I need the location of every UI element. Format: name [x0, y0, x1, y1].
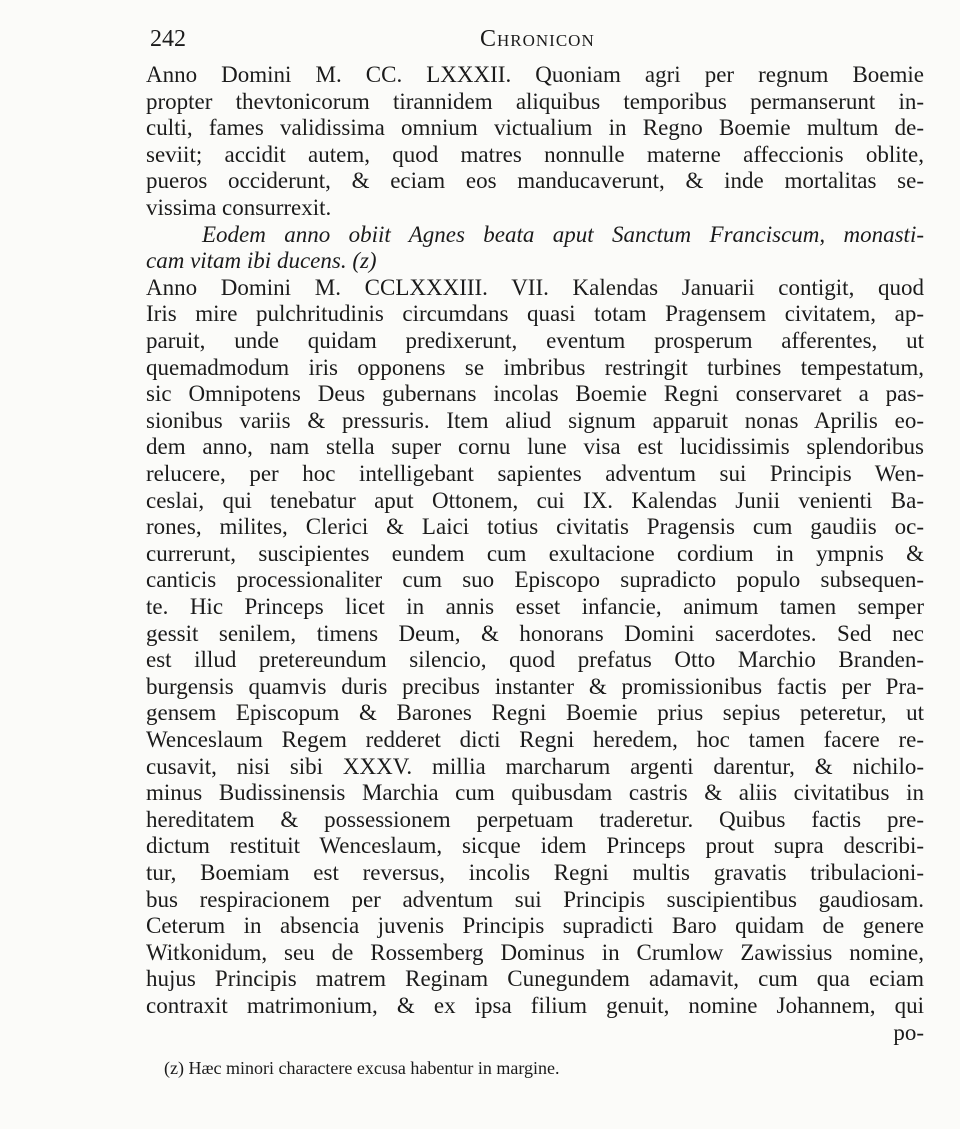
text-line-italic-note	[146, 246, 924, 276]
text-line: bus respiracionem per adventum sui Principis suscipientibus gaudiosam.	[146, 886, 924, 912]
footnote: (z) Hæc minori charactere excusa habentur in margine.	[164, 1058, 560, 1078]
text-line: Iris mire pulchritudinis circumdans quasi totam Pragensem civitatem, ap-	[146, 301, 924, 327]
italic-text: Eodem anno obiit Agnes beata aput Sanctum Franciscum, monasti-	[202, 221, 924, 247]
text-line: pueros occiderunt, & eciam eos manducaverunt, & inde mortalitas se-	[146, 168, 924, 194]
text-line: rones, milites, Clerici & Laici totius civitatis Pragensis cum gaudiis oc-	[146, 514, 924, 540]
text-line: Wenceslaum Regem redderet dicti Regni heredem, hoc tamen facere re-	[146, 727, 924, 752]
text-line: propter thevtonicorum tirannidem aliquibus temporibus permanserunt in-	[146, 88, 924, 114]
text-line: canticis processionaliter cum suo Episcopo supradicto populo subsequen-	[146, 567, 924, 593]
text-line: culti, fames validissima omnium victualium in Regno Boemie multum de-	[146, 115, 924, 141]
text-line: hujus Principis matrem Reginam Cunegundem adamavit, cum qua eciam	[146, 966, 924, 992]
text-line: contraxit matrimonium, & ex ipsa filium genuit, nomine Johannem, qui	[146, 993, 924, 1018]
text-line: seviit; accidit autem, quod matres nonnulle materne affeccionis oblite,	[146, 141, 924, 167]
text-line: te. Hic Princeps licet in annis esset infancie, animum tamen semper	[146, 594, 924, 619]
text-line: gessit senilem, timens Deum, & honorans Domini sacerdotes. Sed nec	[146, 620, 924, 646]
text-line: Witkonidum, seu de Rossemberg Dominus in Crumlow Zawissius nomine,	[146, 939, 924, 965]
text-line: hereditatem & possessionem perpetuam traderetur. Quibus factis pre-	[146, 806, 924, 832]
text-line: sic Omnipotens Deus gubernans incolas Boemie Regni conservaret a pas-	[146, 381, 924, 407]
text-line: relucere, per hoc intelligebant sapientes adventum sui Principis Wen-	[146, 461, 924, 486]
page-number: 242	[150, 26, 186, 52]
text-line: tur, Boemiam est reversus, incolis Regni multis gravatis tribulacioni-	[146, 860, 924, 885]
text-line: Anno Domini M. CCLXXXIII. VII. Kalendas Januarii contigit, quod	[146, 274, 924, 300]
text-line: currerunt, suscipientes eundem cum exultacione cordium in ympnis &	[146, 540, 924, 566]
page-header	[150, 26, 910, 60]
text-line: sionibus variis & pressuris. Item aliud signum apparuit nonas Aprilis eo-	[146, 407, 924, 433]
italic-text: cam vitam ibi ducens. (z)	[146, 248, 377, 274]
text-line: gensem Episcopum & Barones Regni Boemie prius sepius peteretur, ut	[146, 700, 924, 726]
text-line: cusavit, nisi sibi XXXV. millia marcharum argenti darentur, & nichilo-	[146, 753, 924, 779]
text-line: Ceterum in absencia juvenis Principis supradicti Baro quidam de genere	[146, 913, 924, 939]
running-head: Chronicon	[480, 26, 595, 52]
text-line: Anno Domini M. CC. LXXXII. Quoniam agri per regnum Boemie	[146, 62, 924, 87]
catchword: po-	[893, 1019, 924, 1045]
text-line: vissima consurrexit.	[146, 195, 332, 220]
text-line: est illud pretereundum silencio, quod prefatus Otto Marchio Branden-	[146, 647, 924, 673]
text-line-italic-note	[146, 220, 924, 250]
text-line: dictum restituit Wenceslaum, sicque idem Princeps prout supra describi-	[146, 833, 924, 859]
text-line: quemadmodum iris opponens se imbribus restringit turbines tempestatum,	[146, 354, 924, 380]
text-line: paruit, unde quidam predixerunt, eventum prosperum afferentes, ut	[146, 328, 924, 353]
text-line: burgensis quamvis duris precibus instanter & promissionibus factis per Pra-	[146, 673, 924, 699]
text-line: dem anno, nam stella super cornu lune visa est lucidissimis splendoribus	[146, 434, 924, 460]
text-line: minus Budissinensis Marchia cum quibusdam castris & aliis civitatibus in	[146, 780, 924, 806]
text-line: ceslai, qui tenebatur aput Ottonem, cui IX. Kalendas Junii venienti Ba-	[146, 487, 924, 513]
